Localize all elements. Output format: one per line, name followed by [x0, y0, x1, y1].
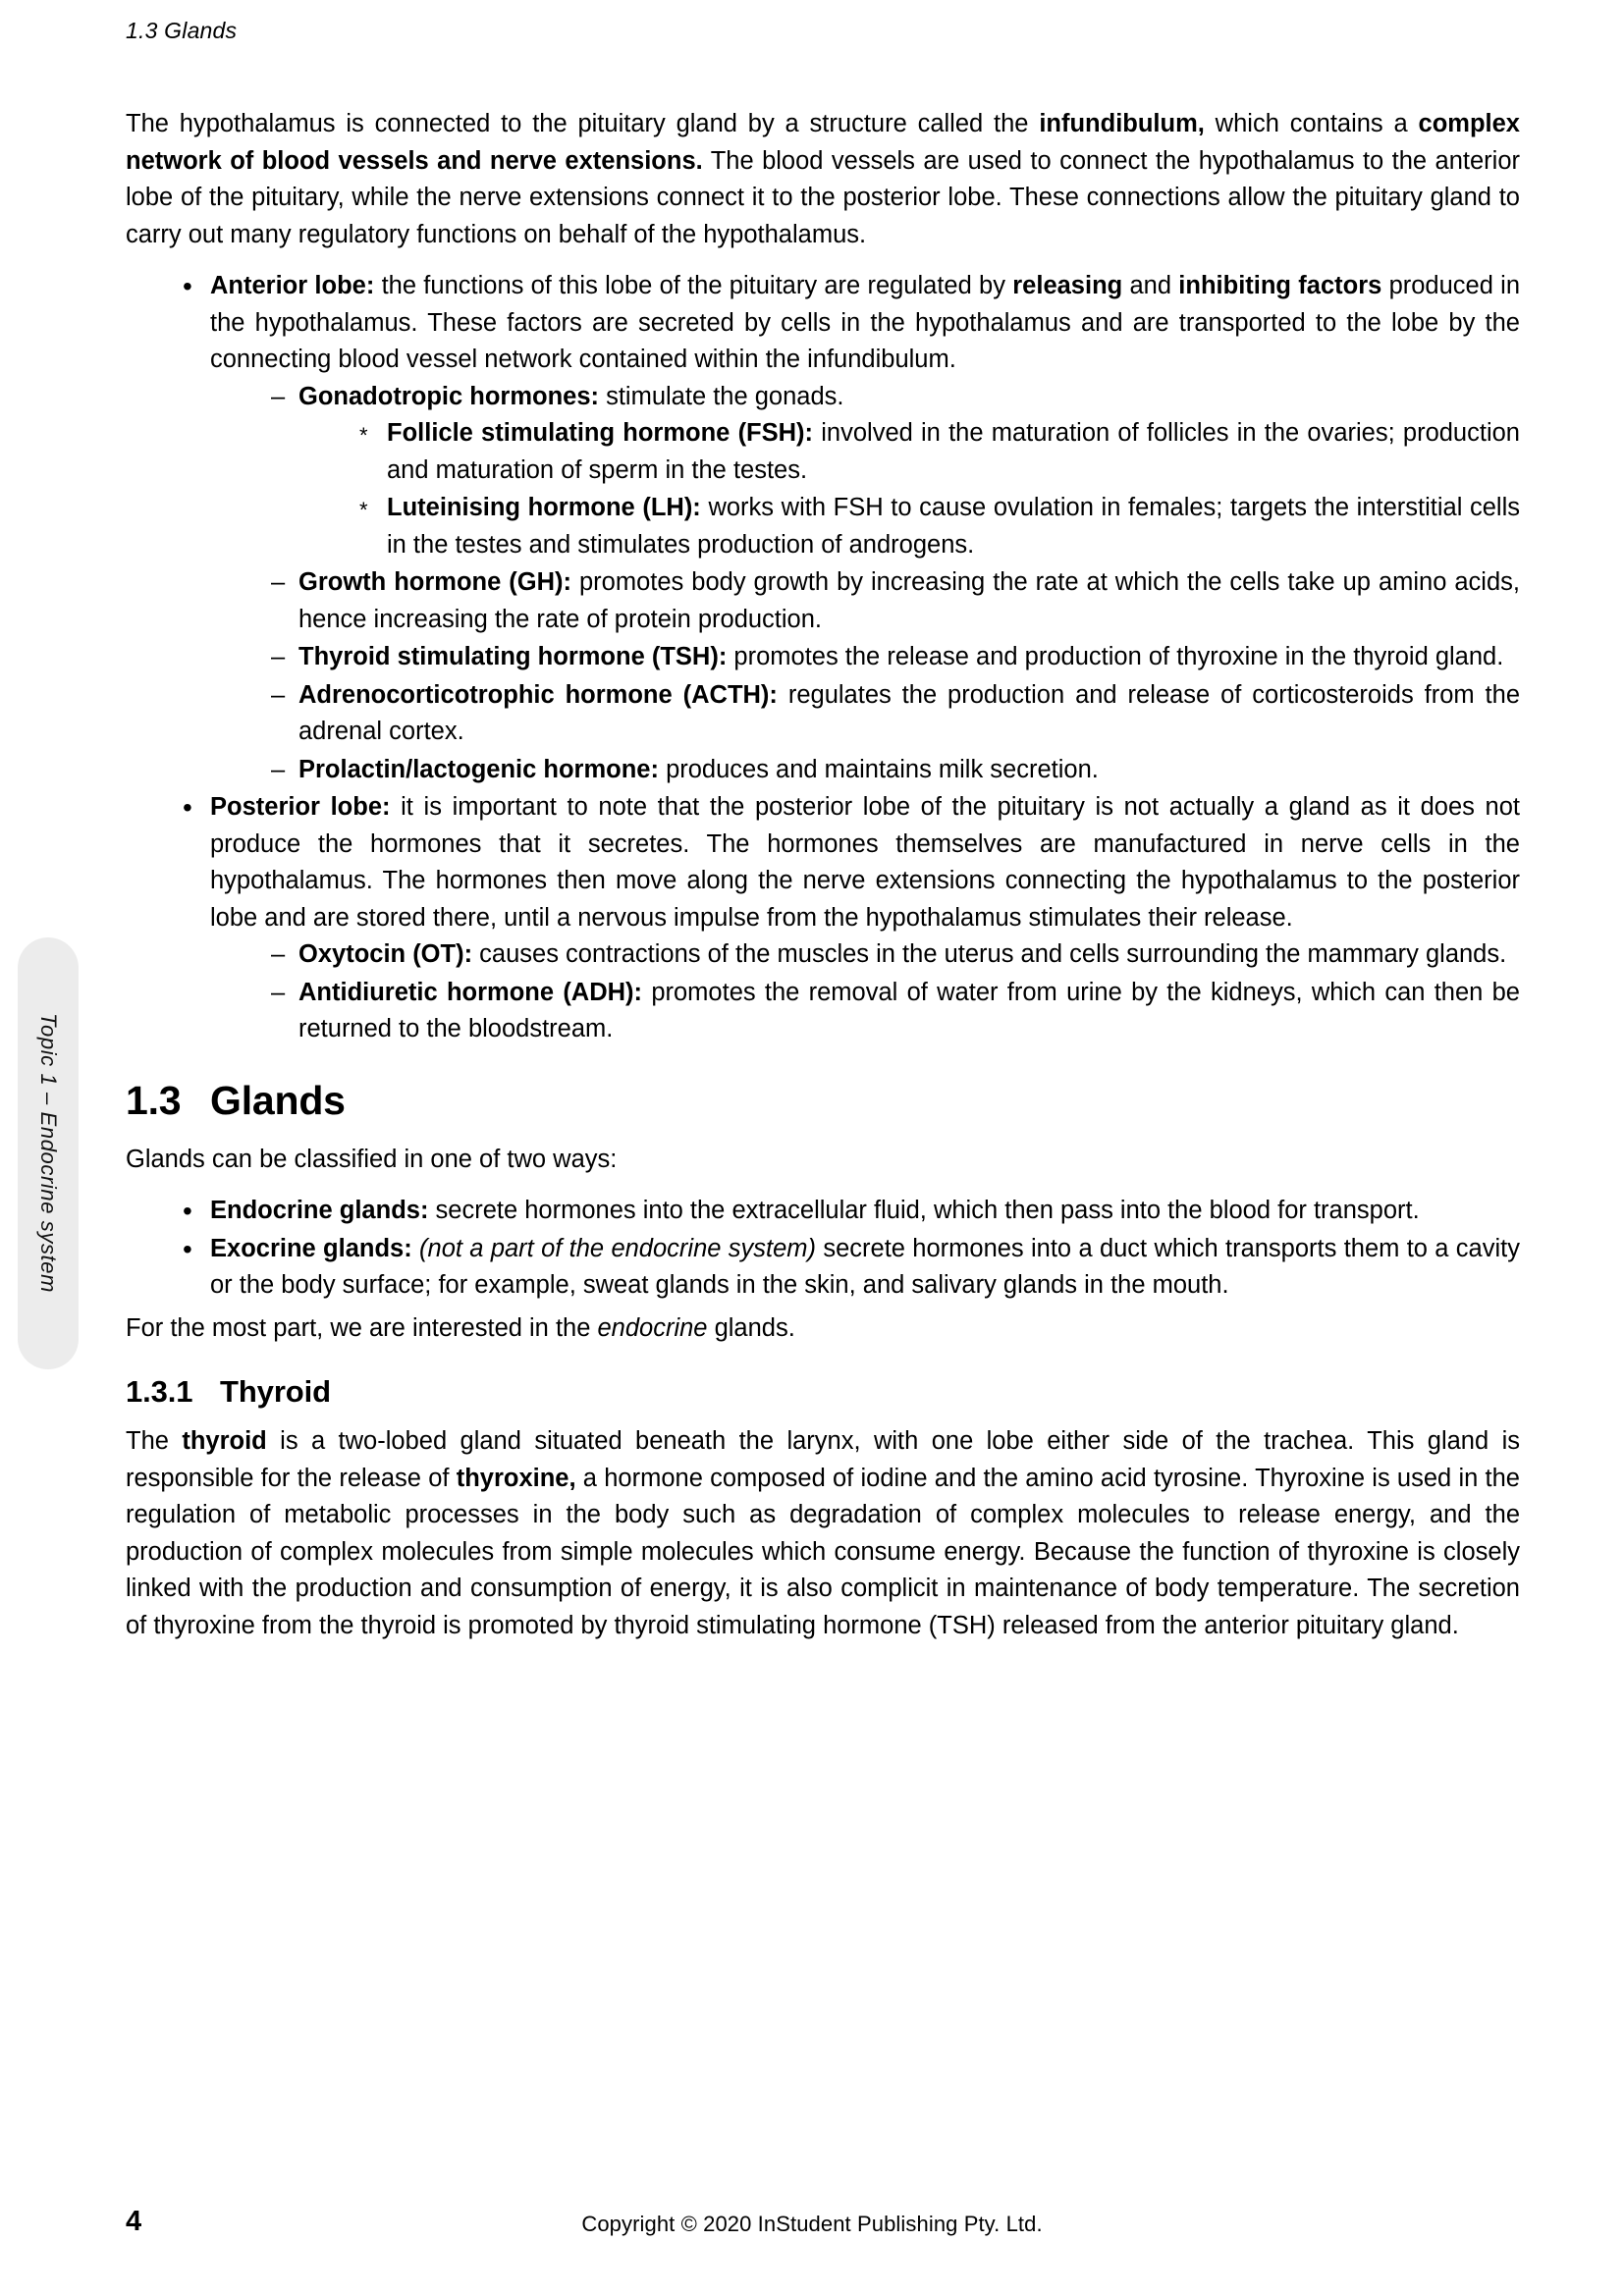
- subsection-number-1-3-1: 1.3.1: [126, 1374, 193, 1409]
- intro-paragraph: [126, 106, 1520, 253]
- endocrine-glands-term: Endocrine glands:: [210, 1197, 429, 1224]
- endocrine-glands-text: [210, 1193, 1520, 1230]
- tsh-term: Thyroid stimulating hormone (TSH):: [298, 643, 728, 670]
- bullet-dot-icon: •: [183, 1233, 192, 1264]
- growth-hormone-term: Growth hormone (GH):: [298, 568, 572, 596]
- list-item-adh: [271, 975, 1520, 1048]
- endocrine-glands-body: secrete hormones into the extracellular fluid, which then pass into the blood for transport.: [428, 1197, 1420, 1224]
- acth-body: regulates the production and release of corticosteroids from the adrenal cortex.: [298, 680, 1520, 745]
- lh-body: works with FSH to cause ovulation in females; targets the interstitial cells in the testes and stimulates production of androgens.: [387, 494, 1521, 559]
- intro-text-c: The blood vessels are used to connect the hypothalamus to the anterior lobe of the pituitary, while the nerve extensions connect it to the posterior lobe. These connections allow the pituitary gland to carry out many regulatory functions on behalf of the hypothalamus.: [126, 146, 1520, 248]
- fsh-term: Follicle stimulating hormone (FSH):: [387, 419, 814, 447]
- bullet-dot-icon: •: [183, 271, 192, 301]
- subsection-heading-1-3-1: [126, 1374, 1520, 1410]
- growth-hormone-text: [298, 564, 1520, 638]
- anterior-lobe-body-c: produced in the hypothalamus. These factors are secreted by cells in the hypothalamus and are transported to the lobe by the connecting blood vessel network contained within the infundibulum.: [210, 272, 1521, 373]
- adh-text: [298, 975, 1520, 1048]
- acth-term: Adrenocorticotrophic hormone (ACTH):: [298, 680, 778, 709]
- bullet-dot-icon: •: [183, 792, 192, 823]
- exocrine-glands-aside: (not a part of the endocrine system): [411, 1234, 817, 1262]
- tsh-text: [298, 639, 1520, 676]
- bullet-dash-icon: –: [271, 940, 286, 968]
- exocrine-glands-term: Exocrine glands:: [210, 1234, 412, 1262]
- page-footer: [0, 2206, 1624, 2245]
- list-item-prolactin: [271, 752, 1520, 789]
- adh-body: promotes the removal of water from urine by the kidneys, which can then be returned to the bloodstream.: [298, 978, 1520, 1042]
- prolactin-body: produces and maintains milk secretion.: [658, 755, 1099, 783]
- thyroid-bold-thyroid: thyroid: [182, 1427, 267, 1455]
- exocrine-glands-text: [210, 1231, 1520, 1305]
- list-item-exocrine-glands: [183, 1231, 1520, 1305]
- glands-lead-paragraph: Glands can be classified in one of two ways:: [126, 1145, 618, 1173]
- copyright-notice: Copyright © 2020 InStudent Publishing Pty. Ltd.: [581, 2212, 1043, 2236]
- posterior-lobe-body: it is important to note that the posterior lobe of the pituitary is not actually a gland as it does not produce the hormones that it secretes. The hormones themselves are manufactured in nerve cells in the hypothalamus. The hormones then move along the nerve extensions connecting the hypothalamus to the posterior lobe and are stored there, until a nervous impulse from the hypothalamus stimulates their release.: [210, 793, 1520, 932]
- thyroid-paragraph: [126, 1423, 1520, 1644]
- gonadotropic-term: Gonadotropic hormones:: [298, 382, 599, 410]
- exocrine-glands-body: secrete hormones into a duct which transports them to a cavity or the body surface; for example, sweat glands in the skin, and salivary glands in the mouth.: [210, 1234, 1520, 1299]
- anterior-lobe-body-a: the functions of this lobe of the pituitary are regulated by: [374, 272, 1013, 299]
- page-content: [126, 106, 1520, 1659]
- tsh-body: promotes the release and production of thyroxine in the thyroid gland.: [727, 643, 1504, 670]
- bullet-asterisk-icon: *: [359, 498, 368, 522]
- oxytocin-text: [298, 936, 1520, 974]
- topic-side-tab: [18, 937, 79, 1369]
- anterior-lobe-sublist: [210, 379, 1520, 789]
- list-item-oxytocin: [271, 936, 1520, 974]
- bullet-dash-icon: –: [271, 978, 286, 1006]
- list-item-lh: [359, 490, 1520, 563]
- list-item-acth: [271, 677, 1520, 751]
- list-item-gonadotropic: [271, 379, 1520, 564]
- posterior-lobe-term: Posterior lobe:: [210, 793, 391, 821]
- gonadotropic-text: [298, 379, 1520, 416]
- glands-classification-list: [126, 1193, 1520, 1305]
- section-title-1-3: Glands: [210, 1077, 346, 1123]
- oxytocin-term: Oxytocin (OT):: [298, 940, 473, 968]
- intro-bold-network: complex network of blood vessels and nerve extensions.: [126, 110, 1520, 175]
- bullet-dot-icon: •: [183, 1196, 192, 1226]
- anterior-lobe-term: Anterior lobe:: [210, 272, 375, 299]
- section-number-1-3: 1.3: [126, 1077, 182, 1123]
- glands-closing-a: For the most part, we are interested in the: [126, 1313, 598, 1342]
- intro-bold-infundibulum: infundibulum,: [1039, 110, 1205, 137]
- glands-closing-b: glands.: [707, 1313, 795, 1342]
- bullet-asterisk-icon: *: [359, 423, 368, 448]
- bullet-dash-icon: –: [271, 382, 286, 410]
- list-item-fsh: [359, 415, 1520, 489]
- growth-hormone-body: promotes body growth by increasing the rate at which the cells take up amino acids, hence increasing the rate of protein production.: [298, 568, 1520, 633]
- lh-term: Luteinising hormone (LH):: [387, 494, 701, 521]
- list-item-tsh: [271, 639, 1520, 676]
- subsection-title-1-3-1: Thyroid: [220, 1374, 331, 1409]
- fsh-text: [387, 415, 1520, 489]
- list-item-posterior-lobe: [183, 789, 1520, 1048]
- list-item-endocrine-glands: [183, 1193, 1520, 1230]
- acth-text: [298, 677, 1520, 751]
- prolactin-term: Prolactin/lactogenic hormone:: [298, 755, 659, 783]
- gonadotropic-sublist: [298, 415, 1520, 563]
- intro-text-b: which contains a: [1204, 110, 1419, 137]
- posterior-lobe-text: [210, 789, 1520, 936]
- oxytocin-body: causes contractions of the muscles in the uterus and cells surrounding the mammary glands.: [472, 940, 1507, 968]
- topic-side-tab-label: Topic 1 – Endocrine system: [36, 1013, 61, 1294]
- lh-text: [387, 490, 1520, 563]
- anterior-lobe-text: [210, 268, 1520, 379]
- adh-term: Antidiuretic hormone (ADH):: [298, 978, 643, 1006]
- thyroid-text-a: The: [126, 1427, 183, 1455]
- glands-closing-paragraph: [126, 1310, 1520, 1348]
- anterior-lobe-body-b: and: [1122, 272, 1179, 299]
- bullet-dash-icon: –: [271, 680, 286, 709]
- bullet-dash-icon: –: [271, 643, 286, 670]
- prolactin-text: [298, 752, 1520, 789]
- running-header: 1.3 Glands: [126, 18, 238, 43]
- thyroid-text-c: a hormone composed of iodine and the amino acid tyrosine. Thyroxine is used in the regulation of metabolic processes in the body such as degradation of complex molecules to release energy, and the production of complex molecules from simple molecules which consume energy. Because the function of thyroxine is closely linked with the production and consumption of energy, it is also complicit in maintenance of body temperature. The secretion of thyroxine from the thyroid is promoted by thyroid stimulating hormone (TSH) released from the anterior pituitary gland.: [126, 1464, 1520, 1639]
- fsh-body: involved in the maturation of follicles in the ovaries; production and maturation of sperm in the testes.: [387, 419, 1520, 484]
- lobes-list: [126, 268, 1520, 1048]
- section-heading-1-3: [126, 1078, 1520, 1124]
- intro-text-a: The hypothalamus is connected to the pituitary gland by a structure called the: [126, 110, 1040, 137]
- list-item-growth-hormone: [271, 564, 1520, 638]
- thyroid-text-b: is a two-lobed gland situated beneath the larynx, with one lobe either side of the trachea. This gland is responsible for the release of: [126, 1427, 1520, 1492]
- anterior-lobe-bold-inhibiting: inhibiting factors: [1178, 272, 1382, 299]
- bullet-dash-icon: –: [271, 755, 286, 783]
- list-item-anterior-lobe: [183, 268, 1520, 788]
- glands-closing-italic: endocrine: [597, 1313, 708, 1342]
- anterior-lobe-bold-releasing: releasing: [1012, 272, 1123, 299]
- posterior-lobe-sublist: [210, 936, 1520, 1048]
- gonadotropic-body: stimulate the gonads.: [599, 382, 844, 410]
- page-number: 4: [126, 2206, 142, 2237]
- bullet-dash-icon: –: [271, 568, 286, 596]
- thyroid-bold-thyroxine: thyroxine,: [456, 1464, 576, 1492]
